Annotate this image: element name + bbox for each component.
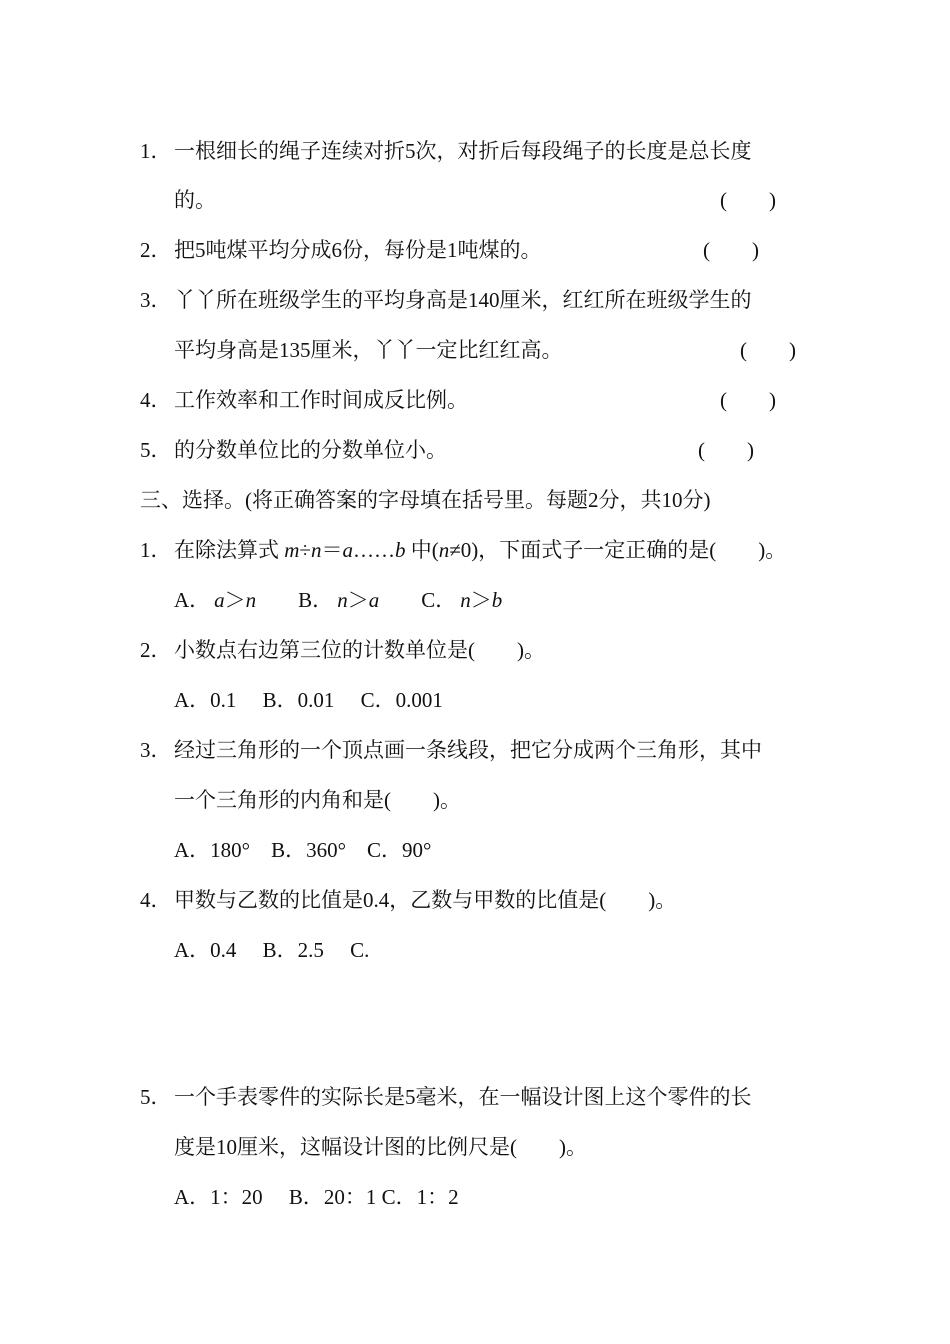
choice-q3-line2: 一个三角形的内角和是( )。 xyxy=(174,788,461,812)
question-number: 5． xyxy=(140,438,172,462)
option-var: a xyxy=(368,588,380,612)
question-number: 2． xyxy=(140,238,172,262)
var-a: a xyxy=(342,538,353,562)
option-op: ＞ xyxy=(347,588,369,612)
var-n: n xyxy=(310,538,322,562)
option-label[interactable]: C． xyxy=(421,588,457,612)
choice-q3-options[interactable]: A．180° B．360° C．90° xyxy=(174,838,432,862)
choice-q4-options[interactable]: A．0.4 B．2.5 C. xyxy=(174,938,370,962)
answer-paren[interactable]: ( ) xyxy=(740,338,796,362)
judge-q2 xyxy=(140,236,542,264)
judge-q5 xyxy=(140,436,447,464)
answer-paren[interactable]: ( ) xyxy=(720,388,776,412)
option-var: n xyxy=(245,588,257,612)
question-text: 甲数与乙数的比值是0.4，乙数与甲数的比值是( )。 xyxy=(174,888,677,912)
option-var: b xyxy=(491,588,503,612)
answer-paren[interactable]: ( ) xyxy=(720,188,776,212)
judge-q4 xyxy=(140,386,468,414)
option-var: n xyxy=(337,588,348,612)
choice-q5-line1 xyxy=(140,1083,752,1111)
choice-q2-options[interactable]: A．0.1 B．0.01 C．0.001 xyxy=(174,688,443,712)
question-number: 4． xyxy=(140,388,172,412)
judge-q1-line2: 的。 xyxy=(174,188,216,212)
question-text: 丫丫所在班级学生的平均身高是140厘米，红红所在班级学生的 xyxy=(174,288,752,312)
text-fragment: …… xyxy=(352,538,395,562)
option-label[interactable]: B． xyxy=(298,588,334,612)
question-text: 小数点右边第三位的计数单位是( )。 xyxy=(174,638,545,662)
question-text: 把5吨煤平均分成6份，每份是1吨煤的。 xyxy=(174,238,542,262)
choice-q2 xyxy=(140,636,545,664)
question-text: 的分数单位比的分数单位小。 xyxy=(174,438,447,462)
question-text: 一个手表零件的实际长是5毫米，在一幅设计图上这个零件的长 xyxy=(174,1085,752,1109)
var-m: m xyxy=(284,538,300,562)
option-op: ＞ xyxy=(470,588,492,612)
text-fragment: 中( xyxy=(405,538,439,562)
question-text: 一根细长的绳子连续对折5次，对折后每段绳子的长度是总长度 xyxy=(174,139,752,163)
judge-q3-line2: 平均身高是135厘米，丫丫一定比红红高。 xyxy=(174,338,563,362)
question-number: 3． xyxy=(140,738,172,762)
question-number: 5． xyxy=(140,1085,172,1109)
choice-q1-options xyxy=(174,586,502,614)
text-fragment: ≠0)，下面式子一定正确的是( )。 xyxy=(449,538,787,562)
question-number: 4． xyxy=(140,888,172,912)
option-label[interactable]: A． xyxy=(174,588,211,612)
judge-q3-line1 xyxy=(140,286,752,314)
answer-paren[interactable]: ( ) xyxy=(698,438,754,462)
section-heading: 三、选择。(将正确答案的字母填在括号里。每题2分，共10分) xyxy=(140,488,711,512)
text-fragment: 在除法算式 xyxy=(174,538,285,562)
question-number: 2． xyxy=(140,638,172,662)
answer-paren[interactable]: ( ) xyxy=(703,238,759,262)
choice-q5-options[interactable]: A．1：20 B．20：1 C．1：2 xyxy=(174,1185,459,1209)
choice-q4 xyxy=(140,886,676,914)
text-fragment: ＝ xyxy=(321,538,343,562)
text-fragment: ÷ xyxy=(299,538,311,562)
option-var: a xyxy=(214,588,225,612)
choice-q1 xyxy=(140,536,786,564)
question-text: 工作效率和工作时间成反比例。 xyxy=(174,388,468,412)
question-number: 1． xyxy=(140,139,172,163)
choice-q3-line1 xyxy=(140,736,762,764)
option-var: n xyxy=(460,588,471,612)
var-b: b xyxy=(394,538,406,562)
question-text: 经过三角形的一个顶点画一条线段，把它分成两个三角形，其中 xyxy=(174,738,762,762)
judge-q1-line1 xyxy=(140,137,752,165)
choice-q5-line2: 度是10厘米，这幅设计图的比例尺是( )。 xyxy=(174,1135,587,1159)
var-n: n xyxy=(438,538,450,562)
question-number: 3． xyxy=(140,288,172,312)
option-op: ＞ xyxy=(224,588,246,612)
question-number: 1． xyxy=(140,538,172,562)
